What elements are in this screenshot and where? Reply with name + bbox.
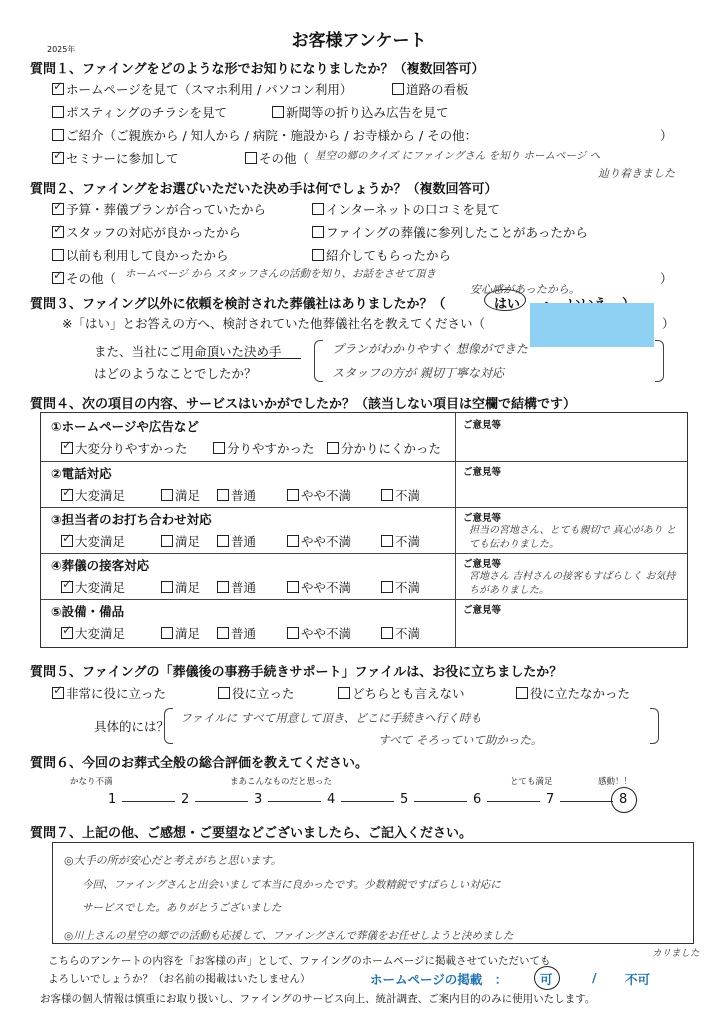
- footer-line2: よろしいでしょうか？（お名前の掲載はいたしません）: [48, 973, 311, 985]
- redaction-box: [530, 303, 654, 347]
- q2-option-other[interactable]: ✓その他（: [52, 269, 116, 287]
- q1-label: 質問１、ファイングをどのような形でお知りになりましたか？（複数回答可）: [30, 62, 485, 77]
- q3-sub-question: ※「はい」とお答えの方へ、検討されていた他葬儀社名を教えてください（: [62, 316, 485, 331]
- checkbox[interactable]: [217, 627, 229, 639]
- footer-margin-handwriting: カリました: [652, 948, 700, 959]
- q2-other-handwriting-2: 安心感があったから。: [470, 283, 580, 296]
- checkbox[interactable]: [52, 687, 64, 699]
- checkbox[interactable]: [52, 152, 64, 164]
- q4-s3-opt4[interactable]: やや不満: [287, 532, 351, 550]
- checkbox[interactable]: [213, 442, 225, 454]
- q1-other-handwriting-2: 辿り着きました: [598, 167, 675, 180]
- publish-deny-option[interactable]: 不可: [625, 972, 651, 987]
- q4-s4-opt3[interactable]: 普通: [217, 578, 256, 596]
- publish-allow-option[interactable]: 可: [540, 972, 553, 987]
- q4-opinion-label: ご意見等: [463, 605, 502, 616]
- q3-label: 質問３、ファイング以外に依頼を検討された葬儀社はありましたか？（: [30, 297, 446, 312]
- q5-handwriting-2: すべて そろっていて助かった。: [378, 733, 543, 747]
- checkbox[interactable]: [392, 83, 404, 95]
- q4-opinion-label: ご意見等: [463, 513, 502, 524]
- q4-s5-opt1[interactable]: ✓大変満足: [61, 624, 125, 642]
- checkbox[interactable]: [287, 535, 299, 547]
- rating-option-3[interactable]: 3: [254, 792, 263, 807]
- q1-option-posting[interactable]: ポスティングのチラシを見て: [52, 103, 227, 121]
- q7-handwriting-4: ◎川上さんの星空の郷での活動も応援して、ファイングさんで葬儀をお任せしようと決めました: [64, 930, 514, 942]
- checkbox[interactable]: [52, 226, 64, 238]
- q5-option-not-useful[interactable]: 役に立たなかった: [516, 684, 630, 702]
- checkbox[interactable]: [161, 581, 173, 593]
- rating-connector: [122, 801, 175, 802]
- checkbox[interactable]: [312, 226, 324, 238]
- table-row-line: [41, 507, 687, 508]
- q4-s3-opt1[interactable]: ✓大変満足: [61, 532, 125, 550]
- checkbox[interactable]: [217, 535, 229, 547]
- q5-option-very-useful[interactable]: ✓非常に役に立った: [52, 684, 166, 702]
- rating-option-6[interactable]: 6: [473, 792, 482, 807]
- q4-s5-opt5[interactable]: 不満: [381, 624, 420, 642]
- q5-bracket-left: [164, 708, 173, 744]
- q6-label-low: かなり不満: [70, 777, 113, 787]
- q7-handwriting-1: ◎大手の所が安心だと考えがちと思います。: [64, 854, 282, 867]
- footer-line1: こちらのアンケートの内容を「お客様の声」として、ファイングのホームページに掲載させていただいても: [48, 955, 551, 967]
- q4-section-title: ②電話対応: [51, 466, 112, 481]
- checkbox[interactable]: [61, 489, 73, 501]
- q3-yes-option[interactable]: はい: [494, 297, 521, 312]
- checkbox[interactable]: [161, 627, 173, 639]
- rating-option-5[interactable]: 5: [400, 792, 409, 807]
- q4-section-title: ⑤設備・備品: [51, 604, 125, 619]
- q5-label: 質問５、ファイングの「葬儀後の事務手続きサポート」ファイルは、お役に立ちましたか？: [30, 665, 563, 680]
- checkbox[interactable]: [338, 687, 350, 699]
- checkbox[interactable]: [218, 687, 230, 699]
- q4-opinion-label: ご意見等: [463, 559, 502, 570]
- checkbox[interactable]: [312, 249, 324, 261]
- q4-opinion-label: ご意見等: [463, 467, 502, 478]
- q2-option-plan[interactable]: ✓予算・葬儀プランが合っていたから: [52, 200, 266, 218]
- q4-section-title: ③担当者のお打ち合わせ対応: [51, 512, 212, 527]
- checkbox[interactable]: [381, 581, 393, 593]
- checkbox[interactable]: [516, 687, 528, 699]
- q4-s2-opt1[interactable]: ✓大変満足: [61, 486, 125, 504]
- q4-table: [40, 412, 688, 648]
- rating-connector: [195, 801, 248, 802]
- q1-other-handwriting: 星空の郷のクイズ にファイングさん を知り ホームページ へ: [315, 150, 601, 162]
- q1-option-other[interactable]: その他（: [245, 149, 309, 167]
- q2-option-staff[interactable]: ✓スタッフの対応が良かったから: [52, 223, 241, 241]
- q2-option-previous[interactable]: 以前も利用して良かったから: [52, 246, 229, 264]
- year-label: 2025年: [47, 45, 76, 54]
- q6-label-top: 感動！！: [598, 777, 633, 787]
- q4-s2-opt4[interactable]: やや不満: [287, 486, 351, 504]
- rating-option-8[interactable]: 8: [619, 792, 628, 807]
- footer-line3: お客様の個人情報は慎重にお取り扱いし、ファイングのサービス向上、統計調査、ご案内目的のみに使用いたします。: [40, 993, 596, 1005]
- checkbox[interactable]: [287, 581, 299, 593]
- checkbox[interactable]: [61, 627, 73, 639]
- checkbox[interactable]: [272, 106, 284, 118]
- q3-handwriting-1: プランがわかりやすく 想像ができた: [332, 342, 528, 356]
- q5-option-neutral[interactable]: どちらとも言えない: [338, 684, 465, 702]
- q4-s1-opt1[interactable]: ✓大変分りやすかった: [61, 439, 188, 457]
- rating-connector: [268, 801, 321, 802]
- q7-handwriting-2: 今回、ファイングさんと出会いまして本当に良かったです。少数精鋭ですばらしい対応に: [82, 879, 501, 891]
- q3-bracket-right: [655, 340, 664, 382]
- q5-handwriting-1: ファイルに すべて用意して頂き、どこに手続きへ行く時も: [180, 711, 482, 725]
- q4-s3-opt3[interactable]: 普通: [217, 532, 256, 550]
- checkbox[interactable]: [52, 83, 64, 95]
- q1-referral-close: ）: [660, 128, 673, 143]
- q3-sub-close: ）: [662, 316, 675, 331]
- q4-s3-opt2[interactable]: 満足: [161, 532, 200, 550]
- checkbox[interactable]: [61, 442, 73, 454]
- table-divider: [455, 413, 456, 647]
- checkbox[interactable]: [161, 535, 173, 547]
- q2-other-close: ）: [660, 271, 673, 286]
- q4-s1-opt3[interactable]: 分かりにくかった: [327, 439, 441, 457]
- checkbox[interactable]: [52, 203, 64, 215]
- q4-s2-opt2[interactable]: 満足: [161, 486, 200, 504]
- q4-s3-handwriting: 担当の宮地さん、とても親切で 真心があり とても伝わりました。: [469, 525, 676, 550]
- q4-opinion-label: ご意見等: [463, 420, 502, 431]
- rating-option-4[interactable]: 4: [327, 792, 336, 807]
- checkbox[interactable]: [381, 535, 393, 547]
- q7-handwriting-3: サービスでした。ありがとうございました: [82, 902, 282, 914]
- q4-section-title: ④葬儀の接客対応: [51, 558, 150, 573]
- q4-label: 質問４、次の項目の内容、サービスはいかがでしたか？（該当しない項目は空欄で結構です）: [30, 397, 577, 412]
- publish-label: ホームページの掲載 ：: [370, 972, 508, 987]
- q4-section-title: ①ホームページや広告など: [51, 419, 199, 434]
- q4-s5-opt4[interactable]: やや不満: [287, 624, 351, 642]
- q2-option-introduced[interactable]: 紹介してもらったから: [312, 246, 451, 264]
- rating-connector: [341, 801, 394, 802]
- q1-option-newspaper[interactable]: 新聞等の折り込み広告を見て: [272, 103, 449, 121]
- page-title: お客様アンケート: [291, 31, 427, 51]
- checkbox[interactable]: [381, 627, 393, 639]
- rating-connector: [560, 801, 613, 802]
- checkbox[interactable]: [245, 152, 257, 164]
- q4-s4-opt4[interactable]: やや不満: [287, 578, 351, 596]
- checkbox[interactable]: [52, 106, 64, 118]
- q5-bracket-right: [650, 708, 659, 744]
- q4-s5-opt3[interactable]: 普通: [217, 624, 256, 642]
- rating-selected-circle: [611, 787, 637, 813]
- rating-option-7[interactable]: 7: [546, 792, 555, 807]
- q2-option-attended[interactable]: ファイングの葬儀に参列したことがあったから: [312, 223, 588, 241]
- q3-underline: [189, 358, 301, 359]
- checkbox[interactable]: [287, 627, 299, 639]
- q6-label-mid: まあこんなものだと思った: [230, 777, 333, 787]
- checkbox[interactable]: [52, 129, 64, 141]
- q4-s5-opt2[interactable]: 満足: [161, 624, 200, 642]
- q4-s3-opt5[interactable]: 不満: [381, 532, 420, 550]
- q1-option-homepage[interactable]: ✓ホームページを見て（スマホ利用 / パソコン利用）: [52, 80, 352, 98]
- q7-label: 質問７、上記の他、ご感想・ご要望などございましたら、ご記入ください。: [30, 826, 473, 841]
- checkbox[interactable]: [161, 489, 173, 501]
- q5-specific-label: 具体的には？: [94, 719, 170, 734]
- checkbox[interactable]: [287, 489, 299, 501]
- q3-also-line1: また、当社にご用命頂いた決め手: [94, 344, 282, 359]
- checkbox[interactable]: [61, 535, 73, 547]
- q1-option-referral[interactable]: ご紹介（ご親族から / 知人から / 病院・施設から / お寺様から / その他：: [52, 126, 477, 144]
- q4-s4-opt2[interactable]: 満足: [161, 578, 200, 596]
- q4-s4-opt5[interactable]: 不満: [381, 578, 420, 596]
- q3-also-line2: はどのようなことでしたか？: [94, 366, 257, 381]
- q4-s4-opt1[interactable]: ✓大変満足: [61, 578, 125, 596]
- q2-label: 質問２、ファイングをお選びいただいた決め手は何でしょうか？（複数回答可）: [30, 182, 498, 197]
- checkbox[interactable]: [61, 581, 73, 593]
- q1-option-signboard[interactable]: 道路の看板: [392, 80, 469, 98]
- q2-other-handwriting: ホームページ から スタッフさんの活動を知り、お話をさせて頂き: [125, 268, 436, 280]
- q6-label-high: とても満足: [510, 777, 553, 787]
- checkbox[interactable]: [217, 489, 229, 501]
- rating-option-2[interactable]: 2: [181, 792, 190, 807]
- table-row-line: [41, 553, 687, 554]
- q4-s2-opt3[interactable]: 普通: [217, 486, 256, 504]
- q5-option-useful[interactable]: 役に立った: [218, 684, 295, 702]
- rating-connector: [487, 801, 540, 802]
- table-row-line: [41, 461, 687, 462]
- q3-bracket-left: [314, 340, 323, 382]
- q2-option-reviews[interactable]: インターネットの口コミを見て: [312, 200, 500, 218]
- q3-handwriting-2: スタッフの方が 親切丁寧な対応: [332, 366, 504, 380]
- q4-s2-opt5[interactable]: 不満: [381, 486, 420, 504]
- table-row-line: [41, 599, 687, 600]
- rating-connector: [414, 801, 467, 802]
- q4-s4-handwriting: 宮地さん 吉村さんの接客もすばらしく お気持ちがありました。: [469, 571, 676, 596]
- publish-separator: /: [592, 970, 597, 985]
- checkbox[interactable]: [312, 203, 324, 215]
- checkbox[interactable]: [217, 581, 229, 593]
- q6-label: 質問６、今回のお葬式全般の総合評価を教えてください。: [30, 756, 369, 771]
- checkbox[interactable]: [381, 489, 393, 501]
- checkbox[interactable]: [52, 272, 64, 284]
- q1-option-seminar[interactable]: ✓セミナーに参加して: [52, 149, 179, 167]
- checkbox[interactable]: [327, 442, 339, 454]
- rating-option-1[interactable]: 1: [108, 792, 117, 807]
- q4-s1-opt2[interactable]: 分りやすかった: [213, 439, 315, 457]
- checkbox[interactable]: [52, 249, 64, 261]
